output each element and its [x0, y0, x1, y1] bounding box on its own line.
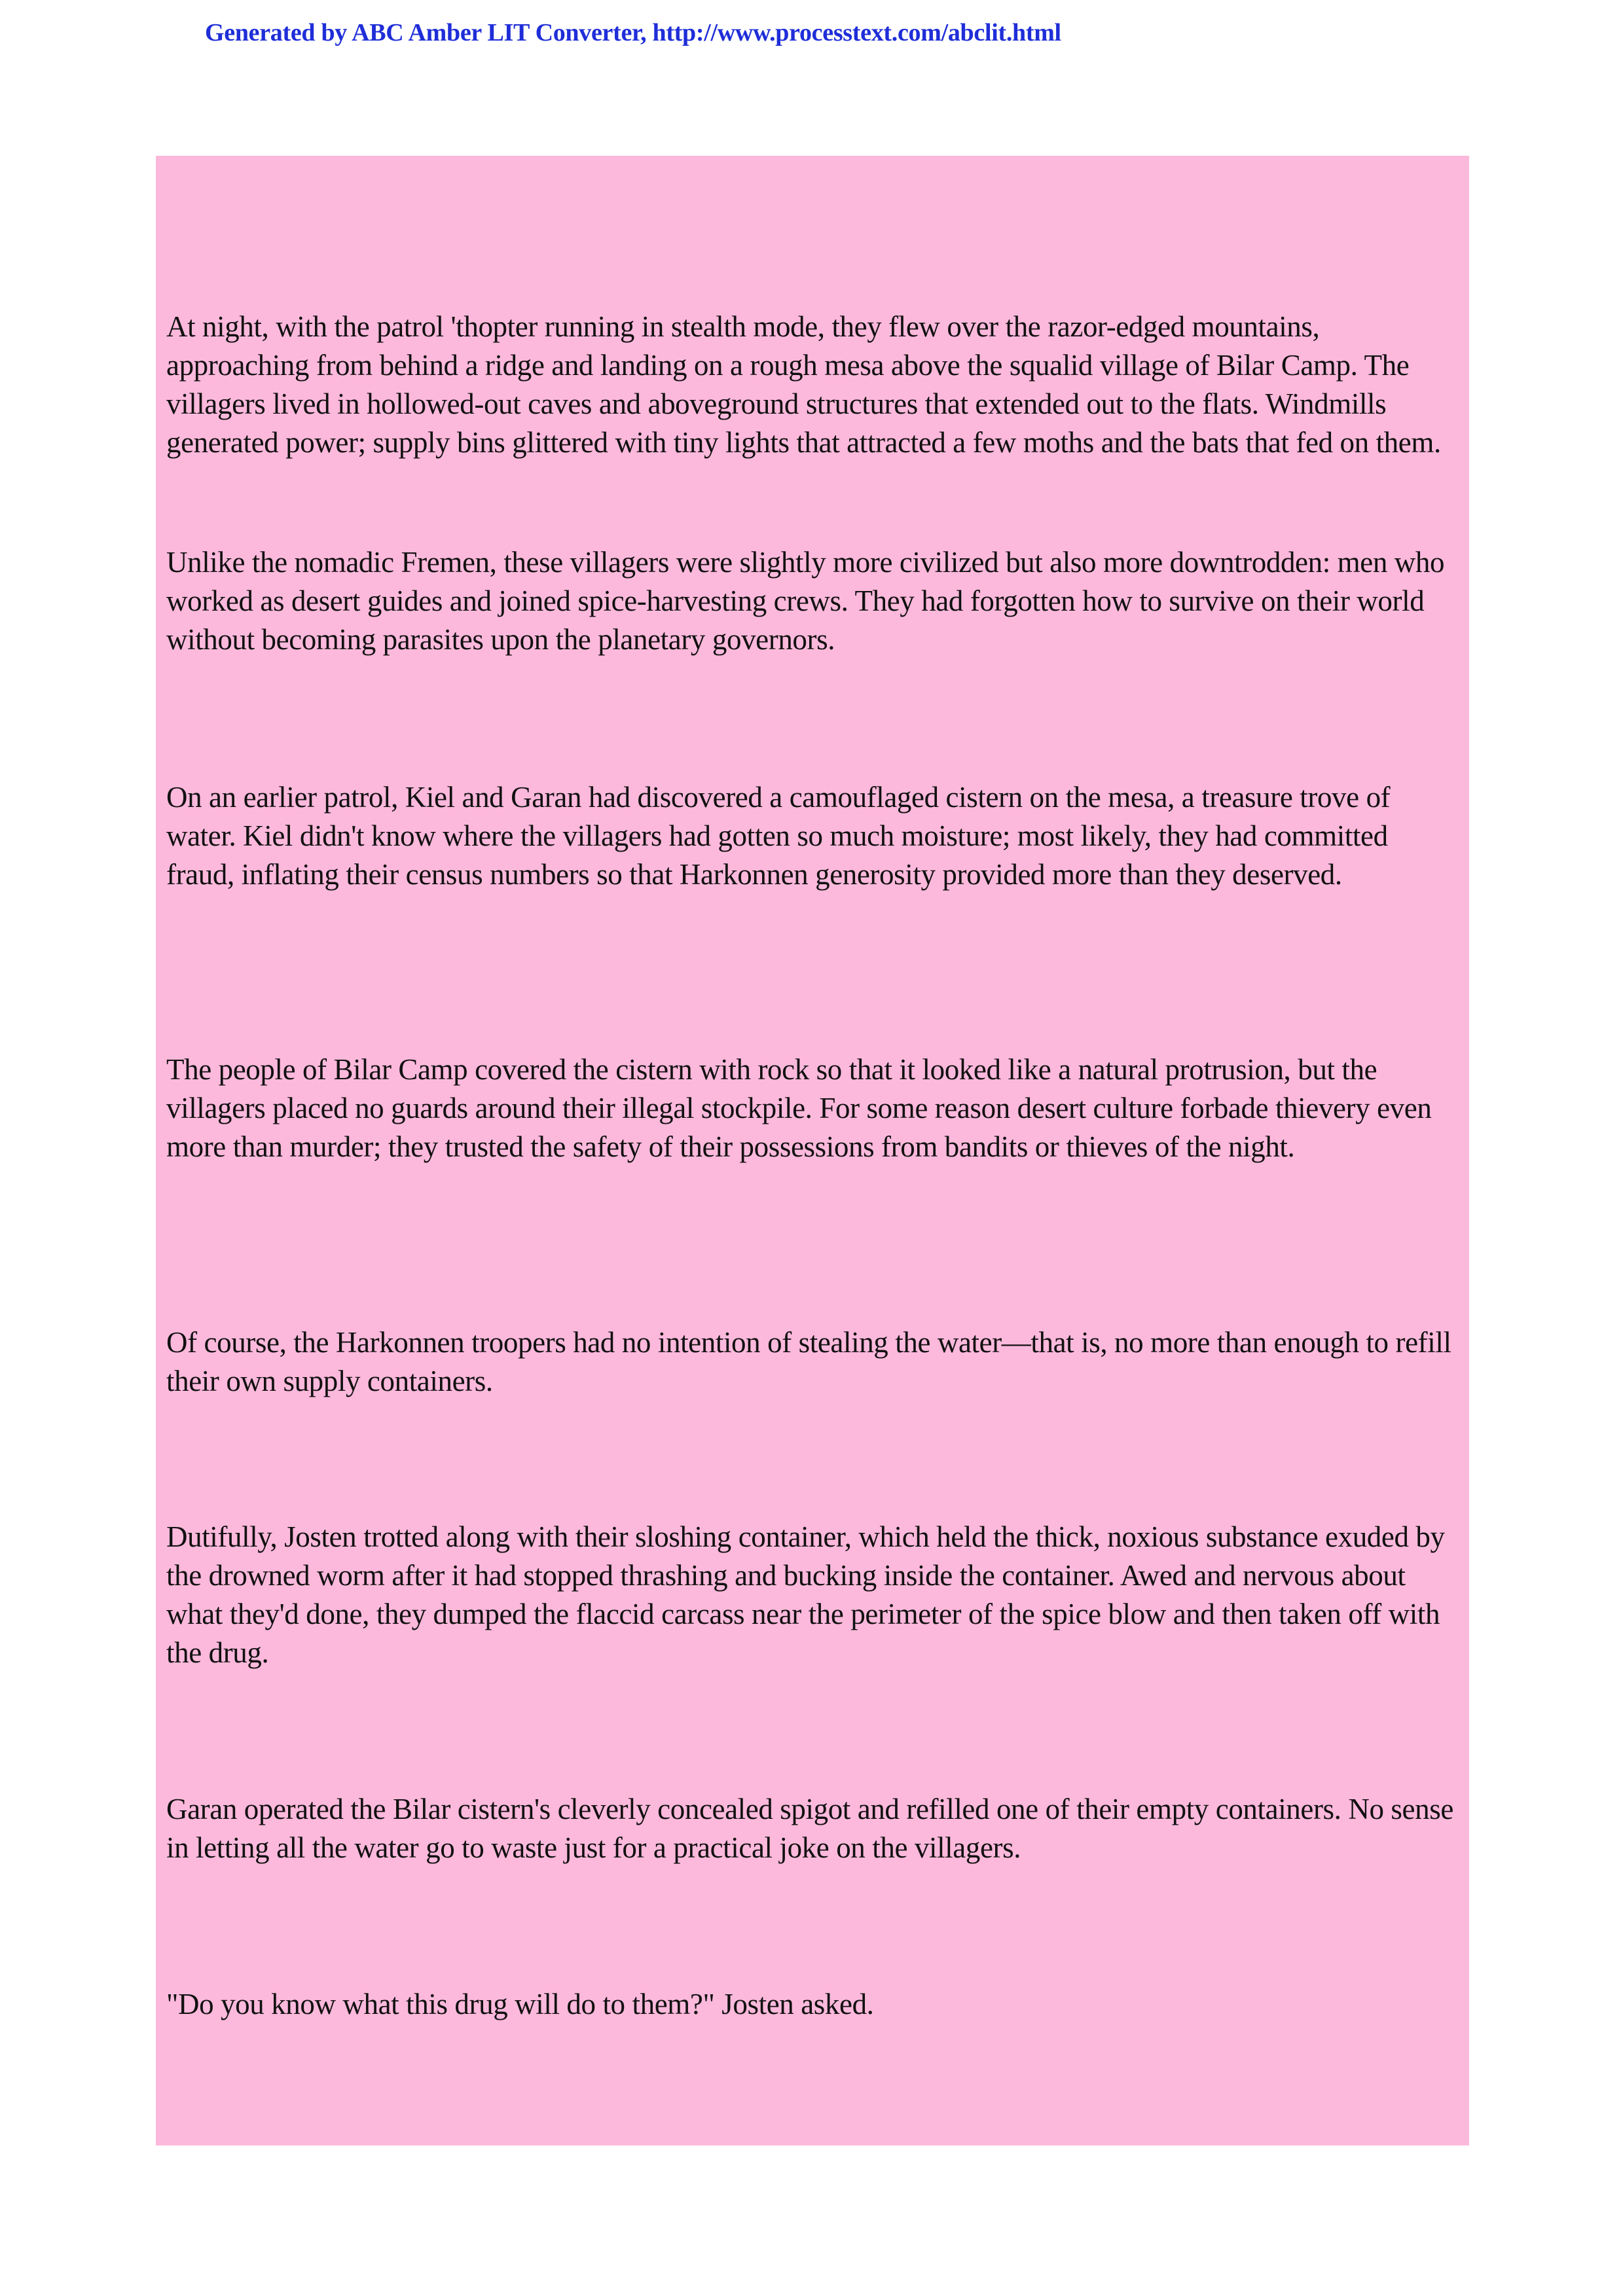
paragraph-1: At night, with the patrol 'thopter running in stealth mode, they flew over the razor-edged mountains, approaching from behind a ridge and landing on a rough mesa above the squalid village of Bilar Camp. The villagers lived in hollowed-out caves and aboveground structures that extended out to the flats. Windmills generated power; supply bins glittered with tiny lights that attracted a few moths and the bats that fed on them. [166, 310, 1441, 459]
page-content-panel [156, 156, 1469, 2145]
paragraph-5: Of course, the Harkonnen troopers had no intention of stealing the water—that is, no more than enough to refill their own supply containers. [166, 1326, 1451, 1397]
paragraph-6: Dutifully, Josten trotted along with their sloshing container, which held the thick, noxious substance exuded by the drowned worm after it had stopped thrashing and bucking inside the container. Awed and nervous about what they'd done, they dumped the flaccid carcass near the perimeter of the spice blow and then taken off with the drug. [166, 1520, 1445, 1669]
paragraph-4: The people of Bilar Camp covered the cistern with rock so that it looked like a natural protrusion, but the villagers placed no guards around their illegal stockpile. For some reason desert culture forbade thievery even more than murder; they trusted the safety of their possessions from bandits or thieves of the night. [166, 1053, 1432, 1163]
paragraph-3: On an earlier patrol, Kiel and Garan had discovered a camouflaged cistern on the mesa, a treasure trove of water. Kiel didn't know where the villagers had gotten so much moisture; most likely, they had committed fraud, inflating their census numbers so that Harkonnen generosity provided more than they deserved. [166, 781, 1391, 891]
paragraph-2: Unlike the nomadic Fremen, these villagers were slightly more civilized but also more downtrodden: men who worked as desert guides and joined spice-harvesting crews. They had forgotten how to survive on their world without becoming parasites upon the planetary governors. [166, 546, 1445, 656]
converter-header-link[interactable]: Generated by ABC Amber LIT Converter, http://www.processtext.com/abclit.html [205, 19, 1061, 46]
paragraph-7: Garan operated the Bilar cistern's cleverly concealed spigot and refilled one of their empty containers. No sense in letting all the water go to waste just for a practical joke on the villagers. [166, 1793, 1453, 1864]
paragraph-8: "Do you know what this drug will do to them?" Josten asked. [166, 1988, 874, 2020]
